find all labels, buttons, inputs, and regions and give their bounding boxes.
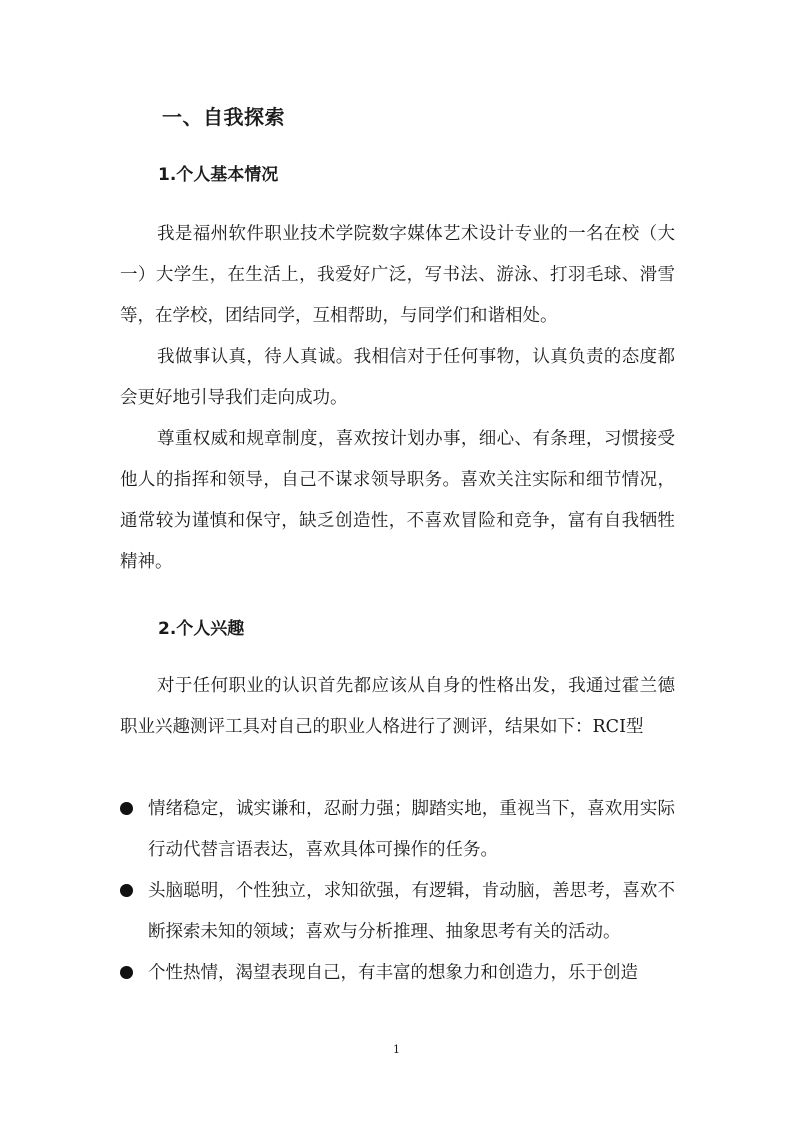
bullet-dot-icon: [120, 802, 133, 815]
subsection-heading-basic-info: 1.个人基本情况: [158, 165, 279, 185]
bullet-text: 头脑聪明，个性独立，求知欲强，有逻辑，肯动脑，善思考，喜欢不断探索未知的领域；喜欢与分析推理、抽象思考有关的活动。: [148, 881, 675, 942]
subsection-heading-interests: 2.个人兴趣: [158, 619, 245, 639]
bullet-dot-icon: [120, 884, 133, 897]
paragraph-basic-info-2: 我做事认真，待人真诚。我相信对于任何事物，认真负责的态度都会更好地引导我们走向成功。: [120, 347, 675, 408]
page-number: 1: [393, 1043, 400, 1056]
bullet-list-item: [120, 871, 675, 953]
section-heading: 一、自我探索: [162, 105, 285, 129]
bullet-text: 情绪稳定，诚实谦和，忍耐力强；脚踏实地，重视当下，喜欢用实际行动代替言语表达，喜欢具体可操作的任务。: [148, 799, 675, 860]
paragraph-basic-info-1: 我是福州软件职业技术学院数字媒体艺术设计专业的一名在校（大一）大学生，在生活上，我爱好广泛，写书法、游泳、打羽毛球、滑雪等，在学校，团结同学，互相帮助，与同学们和谐相处。: [120, 224, 675, 326]
paragraph-interests-1: 对于任何职业的认识首先都应该从自身的性格出发，我通过霍兰德职业兴趣测评工具对自己的职业人格进行了测评，结果如下：RCI型: [120, 676, 675, 737]
bullet-dot-icon: [120, 966, 133, 979]
paragraph-basic-info-3: 尊重权威和规章制度，喜欢按计划办事，细心、有条理，习惯接受他人的指挥和领导，自己不谋求领导职务。喜欢关注实际和细节情况，通常较为谨慎和保守，缺乏创造性，不喜欢冒险和竞争，富有自我牺牲精神。: [120, 429, 675, 572]
bullet-list-item: [120, 953, 675, 994]
bullet-text: 个性热情，渴望表现自己，有丰富的想象力和创造力，乐于创造: [148, 963, 638, 983]
bullet-list-item: [120, 789, 675, 871]
